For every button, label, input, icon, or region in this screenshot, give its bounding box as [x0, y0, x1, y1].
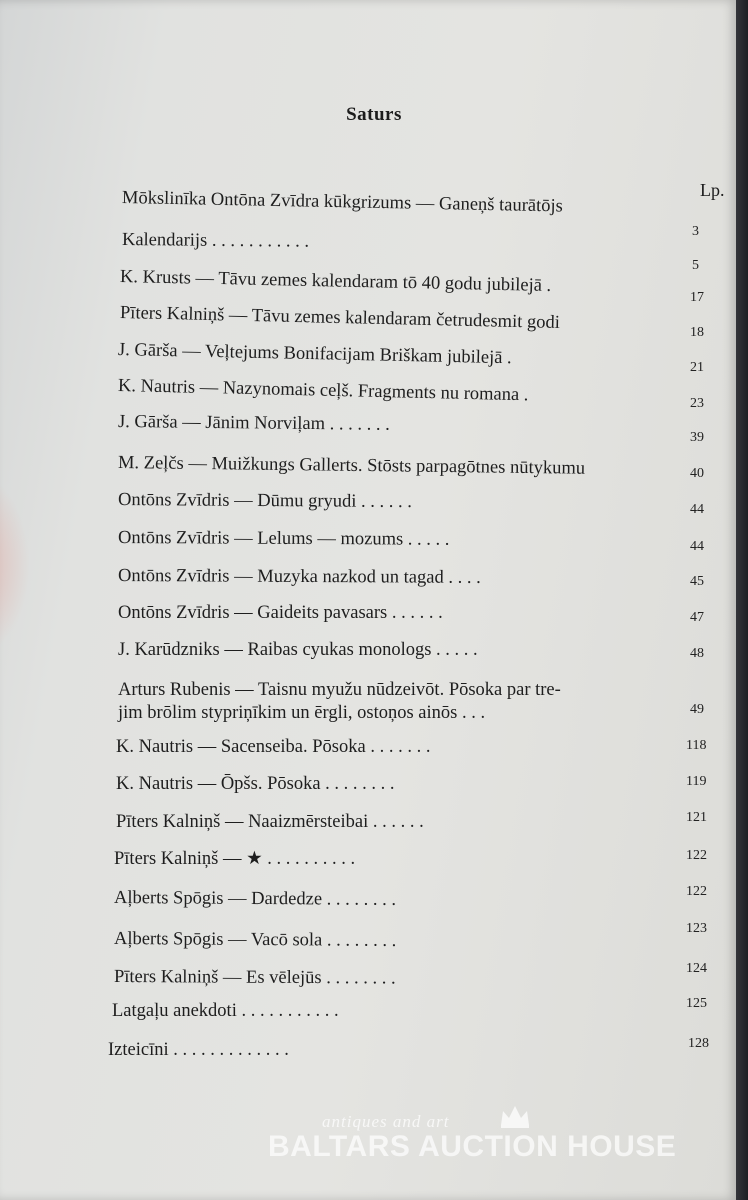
toc-page-number: 23 — [690, 396, 704, 411]
toc-entry-text: Arturs Rubenis — Taisnu myužu nūdzeivōt. Pōsoka par tre- — [118, 680, 561, 700]
toc-entry — [116, 774, 395, 795]
toc-entry-text: Pīters Kalniņš — Es vēlejūs . . . . . . . . — [113, 967, 396, 989]
toc-entry-text: Ontōns Zvīdris — Muzyka nazkod un tagad . . . . — [117, 566, 481, 588]
toc-entry-text: J. Gārša — Jānim Norviļam . . . . . . . — [117, 412, 390, 435]
toc-entry-text: M. Zeļčs — Muižkungs Gallerts. Stōsts parpagōtnes nūtykumu — [117, 453, 586, 479]
toc-entry-text: K. Nautris — Ōpšs. Pōsoka . . . . . . . . — [116, 774, 395, 794]
watermark-tagline: antiques and art — [322, 1112, 450, 1131]
toc-page-number: 44 — [690, 502, 704, 517]
toc-entry — [118, 376, 529, 406]
toc-page-number: 128 — [688, 1036, 709, 1051]
toc-page-number: 18 — [690, 325, 704, 340]
toc-entry-text: Pīters Kalniņš — ★ . . . . . . . . . . — [114, 849, 356, 869]
toc-entry-text: K. Krusts — Tāvu zemes kalendaram tō 40 godu jubilejā . — [119, 267, 552, 297]
toc-page-number: 122 — [686, 884, 707, 899]
toc-entry — [122, 230, 309, 253]
watermark-brand: BALTARS AUCTION HOUSE — [268, 1130, 677, 1163]
toc-page-number: 47 — [690, 610, 704, 625]
toc-entry — [118, 566, 481, 589]
toc-page-number: 121 — [686, 810, 707, 825]
toc-page-number: 44 — [690, 539, 704, 554]
toc-entry-text-continued: jim brōlim stypriņīkim un ērgli, ostoņos ainōs . . . — [118, 703, 486, 723]
toc-entry-text: J. Karūdzniks — Raibas cyukas monologs . . . . . — [118, 640, 478, 660]
toc-entry — [118, 603, 443, 624]
toc-entry-text: Mōkslinīka Ontōna Zvīdra kūkgrizums — Ganeņš taurātōjs — [121, 188, 563, 217]
toc-page-number: 118 — [686, 738, 707, 753]
toc-entry — [112, 1001, 339, 1022]
toc-entry-text: K. Nautris — Sacenseiba. Pōsoka . . . . . . . — [116, 737, 431, 757]
toc-entry-text: Pīters Kalniņš — Naaizmērsteibai . . . . . . — [116, 812, 424, 832]
toc-entry — [114, 848, 355, 870]
toc-entry — [118, 679, 561, 725]
toc-page-number: 122 — [686, 848, 707, 863]
crown-icon — [498, 1103, 532, 1129]
toc-entry — [120, 267, 552, 297]
toc-page-number: 125 — [686, 996, 707, 1011]
toc-entry — [120, 303, 560, 334]
toc-page-number: 49 — [690, 702, 704, 717]
toc-entry — [116, 737, 430, 758]
toc-page-number: 17 — [690, 290, 704, 305]
toc-entry — [118, 640, 478, 661]
toc-entry-text: K. Nautris — Nazynomais ceļš. Fragments nu romana . — [117, 376, 529, 406]
toc-entry — [116, 812, 424, 833]
toc-entry-text: Latgaļu anekdoti . . . . . . . . . . . — [112, 1001, 339, 1021]
toc-entry-text: Aļberts Spōgis — Vacō sola . . . . . . . . — [113, 929, 397, 951]
toc-entry — [118, 528, 450, 551]
toc-entry-text: Ontōns Zvīdris — Gaideits pavasars . . . . . . — [118, 603, 443, 623]
toc-page-number: 45 — [690, 574, 704, 589]
toc-entry-text: J. Gārša — Veļtejums Bonifacijam Briškam jubilejā . — [117, 340, 512, 369]
toc-page-number: 5 — [692, 258, 699, 273]
page-column-header: Lp. — [700, 180, 725, 200]
toc-page-number: 40 — [690, 466, 704, 481]
toc-entry — [122, 188, 563, 217]
toc-entry — [114, 929, 396, 952]
toc-page-number: 39 — [690, 430, 704, 445]
toc-entry-text: Izteicīni . . . . . . . . . . . . . — [108, 1040, 289, 1060]
toc-entry — [118, 453, 585, 480]
toc-entry — [114, 967, 396, 989]
page-title: Saturs — [346, 104, 402, 125]
toc-entry-text: Ontōns Zvīdris — Lelums — mozums . . . . . — [117, 528, 450, 550]
toc-page-number: 3 — [692, 224, 699, 239]
toc-entry — [114, 888, 396, 911]
toc-entry-text: Pīters Kalniņš — Tāvu zemes kalendaram četrudesmit godi — [119, 303, 561, 333]
toc-entry-text: Aļberts Spōgis — Dardedze . . . . . . . . — [113, 888, 397, 910]
toc-page-number: 123 — [686, 921, 707, 936]
toc-entry — [108, 1040, 289, 1061]
toc-page-number: 124 — [686, 961, 707, 976]
toc-entry — [118, 490, 412, 513]
toc-entry-text: Kalendarijs . . . . . . . . . . . — [121, 230, 310, 252]
toc-entry — [118, 340, 512, 369]
toc-entry — [118, 412, 390, 436]
toc-entry-text: Ontōns Zvīdris — Dūmu gryudi . . . . . . — [117, 490, 413, 513]
light-glare — [0, 470, 30, 660]
toc-page-number: 119 — [686, 774, 707, 789]
toc-page-number: 48 — [690, 646, 704, 661]
book-edge — [736, 0, 748, 1200]
toc-page-number: 21 — [690, 360, 704, 375]
